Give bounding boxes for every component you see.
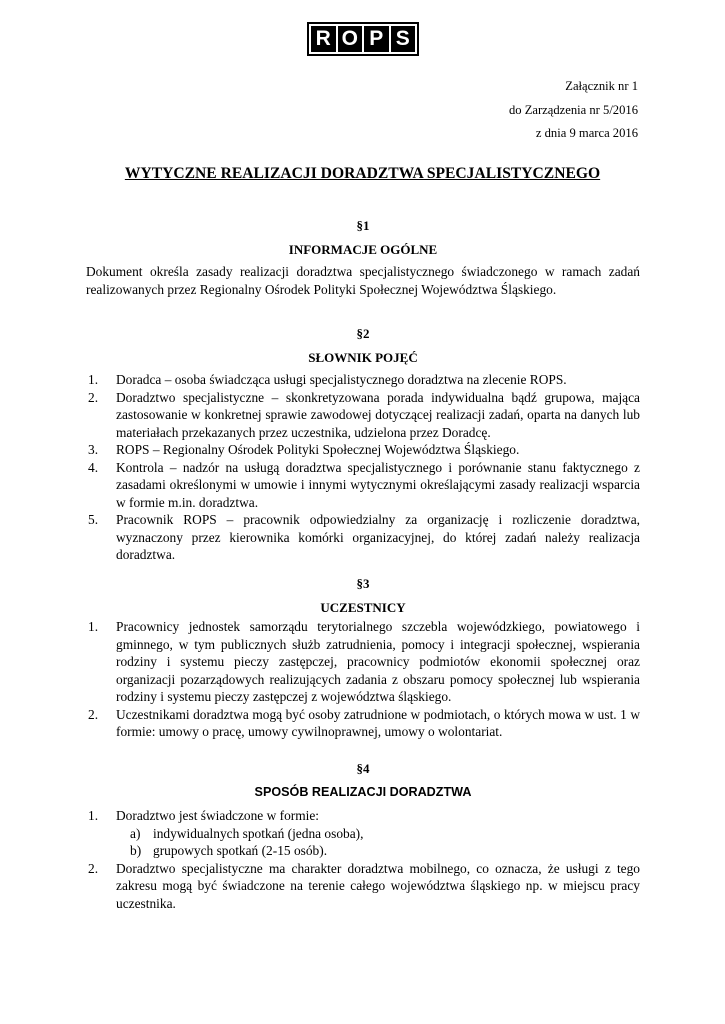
delivery-list bbox=[86, 807, 640, 912]
section-3-number: §3 bbox=[356, 576, 370, 591]
list-item-text: Uczestnikami doradztwa mogą być osoby zatrudnione w podmiotach, o których mowa w ust. 1 w formie: umowy o pracę, umowy cywilnoprawnej, umowy o wolontariat. bbox=[116, 706, 640, 739]
list-item bbox=[86, 807, 640, 860]
sub-list-item-letter: a) bbox=[130, 825, 141, 841]
annex-header bbox=[509, 75, 638, 146]
logo-letter: R bbox=[311, 26, 336, 52]
section-2-heading: SŁOWNIK POJĘĆ bbox=[308, 349, 418, 365]
sub-list-item-letter: b) bbox=[130, 843, 142, 858]
sub-list-item-text: grupowych spotkań (2-15 osób). bbox=[153, 843, 328, 858]
list-item-text: Doradca – osoba świadcząca usługi specjalistycznego doradztwa na zlecenie ROPS. bbox=[116, 372, 567, 387]
list-item bbox=[86, 459, 640, 512]
list-item-number: 2. bbox=[88, 706, 99, 722]
list-item-number: 1. bbox=[88, 619, 99, 634]
list-item-text: ROPS – Regionalny Ośrodek Polityki Społecznej Województwa Śląskiego. bbox=[116, 442, 520, 457]
list-item-number: 1. bbox=[88, 372, 99, 387]
section-1-heading: INFORMACJE OGÓLNE bbox=[288, 241, 438, 257]
annex-line-1: Załącznik nr 1 bbox=[565, 79, 638, 93]
annex-line-3: z dnia 9 marca 2016 bbox=[535, 126, 638, 140]
list-item bbox=[86, 389, 640, 442]
sub-list-item bbox=[116, 842, 640, 860]
annex-line-2: do Zarządzenia nr 5/2016 bbox=[508, 102, 638, 117]
logo-letter: O bbox=[338, 26, 363, 52]
list-item bbox=[86, 441, 640, 459]
logo-letter: S bbox=[391, 26, 416, 52]
list-item-text: Doradztwo specjalistyczne ma charakter doradztwa mobilnego, co oznacza, że usługi z tego zakresu mogą być świadczone na terenie całego województwa śląskiego np. w miejscu pracy uczestnika. bbox=[116, 860, 640, 911]
section-4-heading: SPOSÓB REALIZACJI DORADZTWA bbox=[254, 784, 472, 799]
section-2-number: §2 bbox=[356, 326, 370, 341]
list-item-number: 1. bbox=[88, 808, 99, 823]
section-1-text: Dokument określa zasady realizacji doradztwa specjalistycznego świadczonego w ramach zadań realizowanych przez Regionalny Ośrodek Polityki Społecznej Województwa Śląskiego. bbox=[86, 264, 640, 297]
list-item-text: Kontrola – nadzór na usługą doradztwa specjalistycznego i porównanie stanu faktycznego z zasadami określonymi w umowie i innymi wytycznymi określającymi zasady realizacji wsparcia w formie m.in. doradztwa. bbox=[116, 459, 640, 510]
list-item bbox=[86, 371, 640, 389]
list-item-number: 2. bbox=[88, 860, 99, 876]
list-item-text: Pracownik ROPS – pracownik odpowiedzialny za organizację i rozliczenie doradztwa, wyznaczony przez kierownika komórki organizacyjnej, do której zadań należy realizacja doradztwa. bbox=[116, 512, 640, 562]
list-item-text: Pracownicy jednostek samorządu terytorialnego szczebla wojewódzkiego, powiatowego i gminnego, w tym publicznych służb zatrudnienia, pomocy i integracji społecznej, wspierania rodziny i systemu pieczy zastępczej, pracownicy podmiotów ekonomii społecznej oraz organizacji pozarządowych realizujących zadania z obszaru pomocy społecznej lub wspierania rodziny i systemu pieczy zastępczej z województwa śląskiego. bbox=[116, 619, 640, 704]
logo-letter: P bbox=[364, 26, 389, 52]
sub-list bbox=[116, 825, 640, 860]
list-item bbox=[86, 860, 640, 913]
list-item-text: Doradztwo specjalistyczne – skonkretyzowana porada indywidualna bądź grupowa, mająca zastosowanie w konkretnej sprawie zawodowej dotyczącej realizacji zadań, oparta na danych lub materiałach przekazanych przez uczestnika, udzielona przez Doradcę. bbox=[116, 389, 640, 440]
list-item-text: Doradztwo jest świadczone w formie: bbox=[116, 808, 320, 823]
list-item-number: 5. bbox=[88, 512, 99, 527]
document-title: WYTYCZNE REALIZACJI DORADZTWA SPECJALISTYCZNEGO bbox=[124, 165, 601, 182]
section-4-number: §4 bbox=[356, 761, 370, 776]
list-item bbox=[86, 706, 640, 741]
glossary-list bbox=[86, 371, 640, 564]
participants-list bbox=[86, 618, 640, 741]
section-3 bbox=[86, 575, 640, 741]
sub-list-item-text: indywidualnych spotkań (jedna osoba), bbox=[153, 825, 364, 841]
section-1 bbox=[86, 217, 640, 298]
list-item bbox=[86, 618, 640, 706]
section-1-number: §1 bbox=[356, 218, 370, 233]
list-item-number: 3. bbox=[88, 442, 99, 457]
section-2 bbox=[86, 325, 640, 564]
rops-logo bbox=[307, 22, 419, 56]
list-item-number: 4. bbox=[88, 459, 99, 475]
list-item-number: 2. bbox=[88, 389, 99, 405]
list-item bbox=[86, 511, 640, 564]
section-4 bbox=[86, 760, 640, 912]
section-3-heading: UCZESTNICY bbox=[320, 599, 406, 615]
sub-list-item bbox=[116, 825, 640, 843]
